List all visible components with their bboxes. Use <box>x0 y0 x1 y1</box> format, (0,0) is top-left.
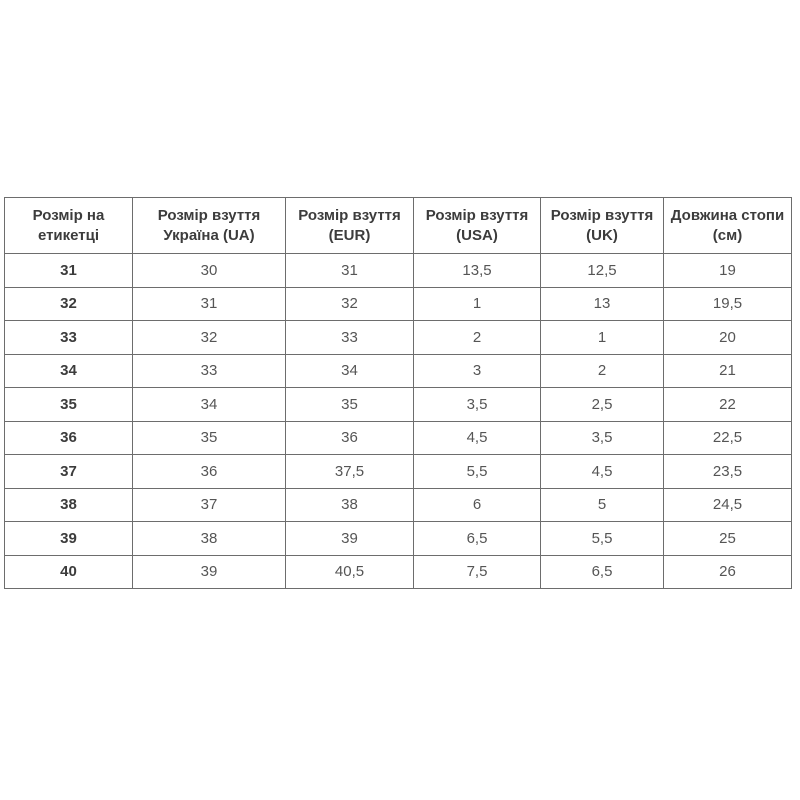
size-cell: 6 <box>414 488 541 522</box>
table-row <box>5 488 792 522</box>
header-eur-size: Розмір взуття (EUR) <box>286 198 414 254</box>
table-row <box>5 421 792 455</box>
size-cell: 22 <box>664 388 792 422</box>
label-size-cell: 38 <box>5 488 133 522</box>
size-cell: 20 <box>664 321 792 355</box>
size-cell: 22,5 <box>664 421 792 455</box>
header-uk-size: Розмір взуття (UK) <box>541 198 664 254</box>
size-cell: 37,5 <box>286 455 414 489</box>
size-cell: 36 <box>133 455 286 489</box>
size-cell: 26 <box>664 555 792 589</box>
label-size-cell: 40 <box>5 555 133 589</box>
label-size-cell: 35 <box>5 388 133 422</box>
size-cell: 33 <box>133 354 286 388</box>
size-cell: 6,5 <box>414 522 541 556</box>
size-cell: 24,5 <box>664 488 792 522</box>
table-row <box>5 321 792 355</box>
header-foot-length: Довжина стопи (см) <box>664 198 792 254</box>
size-cell: 3,5 <box>541 421 664 455</box>
size-cell: 4,5 <box>541 455 664 489</box>
table-row <box>5 455 792 489</box>
size-cell: 31 <box>133 287 286 321</box>
size-cell: 35 <box>133 421 286 455</box>
table-header <box>5 198 792 254</box>
table-row <box>5 522 792 556</box>
header-label-size: Розмір на етикетці <box>5 198 133 254</box>
size-cell: 35 <box>286 388 414 422</box>
table-row <box>5 287 792 321</box>
size-cell: 3,5 <box>414 388 541 422</box>
table-row <box>5 254 792 288</box>
size-cell: 1 <box>541 321 664 355</box>
label-size-cell: 31 <box>5 254 133 288</box>
size-cell: 23,5 <box>664 455 792 489</box>
size-cell: 37 <box>133 488 286 522</box>
header-usa-size: Розмір взуття (USA) <box>414 198 541 254</box>
header-row <box>5 198 792 254</box>
size-cell: 32 <box>133 321 286 355</box>
size-cell: 1 <box>414 287 541 321</box>
size-cell: 40,5 <box>286 555 414 589</box>
size-cell: 2 <box>541 354 664 388</box>
size-cell: 39 <box>286 522 414 556</box>
size-cell: 6,5 <box>541 555 664 589</box>
label-size-cell: 33 <box>5 321 133 355</box>
table-row <box>5 354 792 388</box>
size-cell: 25 <box>664 522 792 556</box>
size-cell: 5,5 <box>541 522 664 556</box>
size-cell: 7,5 <box>414 555 541 589</box>
table-row <box>5 555 792 589</box>
size-cell: 38 <box>286 488 414 522</box>
size-cell: 19 <box>664 254 792 288</box>
label-size-cell: 39 <box>5 522 133 556</box>
size-cell: 21 <box>664 354 792 388</box>
size-cell: 12,5 <box>541 254 664 288</box>
size-cell: 3 <box>414 354 541 388</box>
size-cell: 5 <box>541 488 664 522</box>
shoe-size-conversion-table <box>4 197 792 589</box>
header-ua-size: Розмір взуття Україна (UA) <box>133 198 286 254</box>
label-size-cell: 37 <box>5 455 133 489</box>
size-cell: 5,5 <box>414 455 541 489</box>
size-cell: 33 <box>286 321 414 355</box>
table-body <box>5 254 792 589</box>
size-cell: 36 <box>286 421 414 455</box>
size-cell: 13,5 <box>414 254 541 288</box>
label-size-cell: 36 <box>5 421 133 455</box>
size-cell: 31 <box>286 254 414 288</box>
label-size-cell: 34 <box>5 354 133 388</box>
size-cell: 4,5 <box>414 421 541 455</box>
size-cell: 34 <box>286 354 414 388</box>
size-cell: 2,5 <box>541 388 664 422</box>
size-cell: 38 <box>133 522 286 556</box>
label-size-cell: 32 <box>5 287 133 321</box>
size-cell: 32 <box>286 287 414 321</box>
size-cell: 39 <box>133 555 286 589</box>
size-cell: 19,5 <box>664 287 792 321</box>
size-cell: 34 <box>133 388 286 422</box>
size-cell: 13 <box>541 287 664 321</box>
size-cell: 30 <box>133 254 286 288</box>
size-cell: 2 <box>414 321 541 355</box>
table-row <box>5 388 792 422</box>
